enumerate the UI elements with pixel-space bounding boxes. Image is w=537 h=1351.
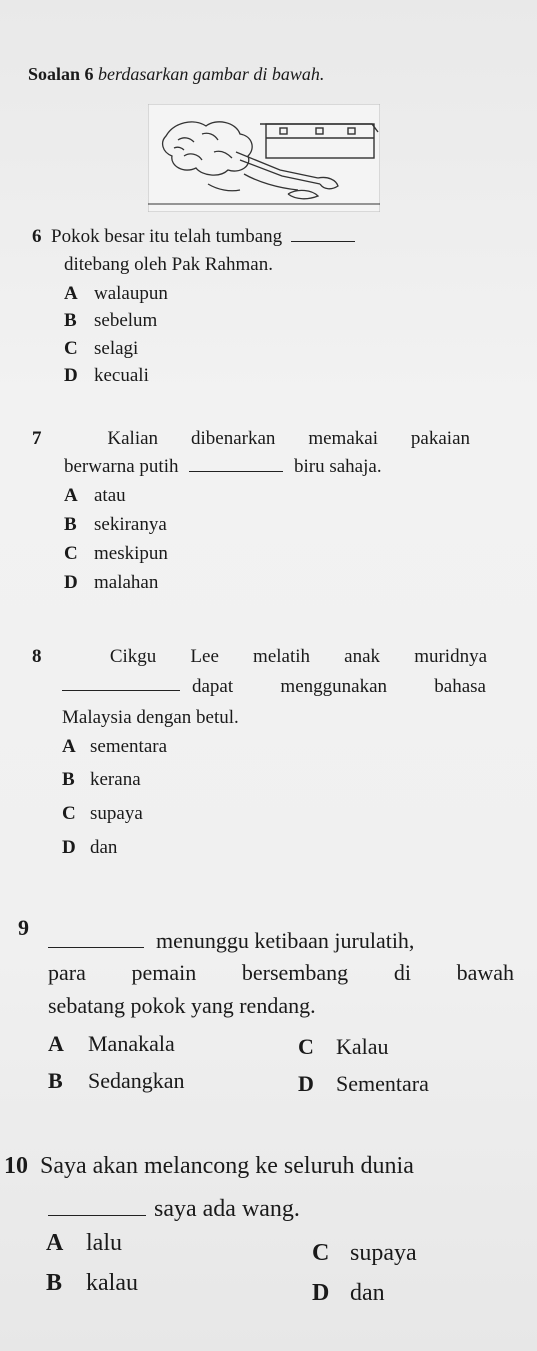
option-letter: B <box>62 769 75 790</box>
option-text: dan <box>90 837 118 858</box>
answer-blank <box>189 457 283 472</box>
question-number: 6 <box>32 226 42 247</box>
question-8-line-3: Malaysia dengan betul. <box>62 707 239 728</box>
option-8c <box>62 803 143 825</box>
option-letter: A <box>64 283 78 304</box>
question-text: Saya akan melancong ke seluruh dunia <box>40 1153 414 1179</box>
question-9-line-1 <box>48 928 414 954</box>
section-instruction <box>28 64 324 85</box>
option-text: sementara <box>90 736 168 757</box>
option-text: Kalau <box>336 1034 389 1059</box>
option-letter: C <box>298 1034 314 1059</box>
question-text: berwarna putih <box>64 456 179 477</box>
option-text: meskipun <box>94 543 168 564</box>
option-letter: A <box>64 485 78 506</box>
option-text: supaya <box>90 803 143 824</box>
option-9a <box>48 1031 175 1057</box>
option-text: walaupun <box>94 283 168 304</box>
option-letter: D <box>64 572 78 593</box>
option-letter: C <box>64 543 78 564</box>
option-letter: C <box>64 338 78 359</box>
option-text: kalau <box>86 1270 138 1296</box>
option-7a <box>64 485 126 507</box>
option-letter: B <box>64 310 77 331</box>
option-letter: B <box>48 1068 63 1093</box>
option-text: supaya <box>350 1240 417 1266</box>
instruction-italic: berdasarkan gambar di bawah. <box>98 64 325 84</box>
option-text: malahan <box>94 572 159 593</box>
question-text: Cikgu Lee melatih anak muridnya <box>109 646 488 667</box>
option-8b <box>62 769 141 791</box>
option-text: kecuali <box>94 365 149 386</box>
question-text: saya ada wang. <box>154 1196 300 1222</box>
option-text: Sementara <box>336 1071 429 1096</box>
answer-blank <box>62 676 180 691</box>
question-6-line-2: ditebang oleh Pak Rahman. <box>64 254 273 275</box>
question-6-line-1 <box>32 226 355 248</box>
option-9d <box>298 1071 429 1097</box>
answer-blank <box>48 933 144 948</box>
question-8-line-1 <box>32 646 487 668</box>
question-text: Pokok besar itu telah tumbang <box>51 226 283 247</box>
option-text: Manakala <box>88 1031 175 1056</box>
option-text: Sedangkan <box>88 1068 185 1093</box>
question-7-line-1 <box>32 428 470 450</box>
option-8a <box>62 736 167 758</box>
option-letter: B <box>64 514 77 535</box>
option-9b <box>48 1068 185 1094</box>
option-text: sebelum <box>94 310 158 331</box>
option-10a <box>46 1230 122 1257</box>
option-letter: C <box>312 1240 330 1266</box>
option-letter: D <box>62 837 76 858</box>
option-text: atau <box>94 485 126 506</box>
answer-blank <box>48 1201 146 1216</box>
option-letter: D <box>298 1071 314 1096</box>
option-text: lalu <box>86 1230 122 1256</box>
option-letter: D <box>312 1280 330 1306</box>
option-letter: A <box>62 736 76 757</box>
question-10-line-1 <box>4 1153 414 1180</box>
question-9-line-2 <box>48 960 514 986</box>
option-text: kerana <box>90 769 141 790</box>
question-text: para pemain bersembang di bawah <box>48 960 514 985</box>
instruction-bold: Soalan 6 <box>28 64 94 84</box>
question-text: dapat menggunakan bahasa <box>192 676 486 697</box>
illustration-fallen-tree <box>148 104 380 212</box>
option-letter: B <box>46 1270 63 1296</box>
option-text: selagi <box>94 338 139 359</box>
question-10-line-2 <box>48 1196 300 1223</box>
option-letter: D <box>64 365 78 386</box>
option-letter: A <box>48 1031 64 1056</box>
option-6a <box>64 283 168 305</box>
option-10b <box>46 1270 138 1297</box>
question-number: 9 <box>18 915 29 940</box>
question-text: Kalian dibenarkan memakai pakaian <box>107 428 471 449</box>
question-9-line-3: sebatang pokok yang rendang. <box>48 993 316 1018</box>
question-text: biru sahaja. <box>293 456 382 477</box>
option-6d <box>64 365 149 387</box>
option-10d <box>312 1280 385 1307</box>
question-number: 7 <box>32 428 42 449</box>
question-number: 10 <box>4 1153 28 1179</box>
question-8-line-2 <box>62 676 486 698</box>
answer-blank <box>291 227 355 242</box>
option-7b <box>64 514 167 536</box>
option-text: dan <box>350 1280 385 1306</box>
fallen-tree-image <box>148 104 380 212</box>
option-8d <box>62 837 117 859</box>
option-letter: A <box>46 1230 64 1256</box>
option-7c <box>64 543 168 565</box>
option-6b <box>64 310 157 332</box>
option-7d <box>64 572 158 594</box>
option-10c <box>312 1240 417 1267</box>
option-text: sekiranya <box>94 514 167 535</box>
question-number: 8 <box>32 646 42 667</box>
question-text: menunggu ketibaan jurulatih, <box>156 928 415 953</box>
question-7-line-2 <box>64 456 382 478</box>
question-9-number <box>18 915 29 941</box>
option-letter: C <box>62 803 76 824</box>
option-9c <box>298 1034 389 1060</box>
option-6c <box>64 338 138 360</box>
